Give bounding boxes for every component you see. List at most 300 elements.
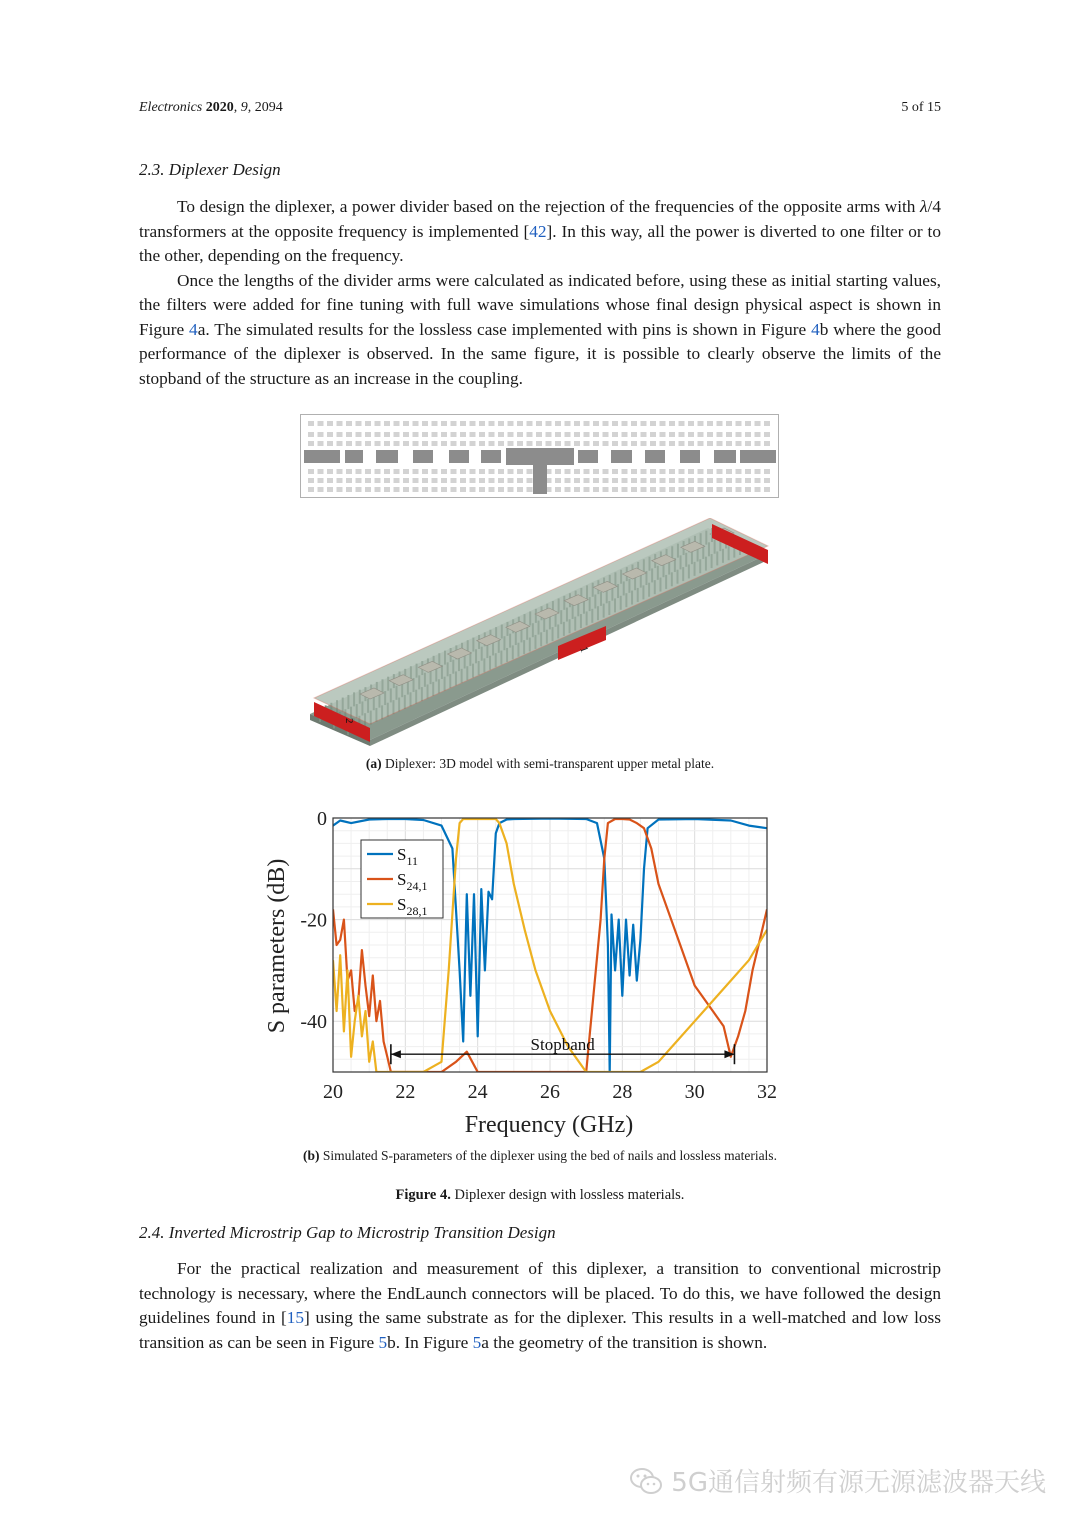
p3-text-4: a the geometry of the transition is shown. — [481, 1332, 768, 1352]
pin-dot — [745, 432, 751, 437]
section-title-2-4: 2.4. Inverted Microstrip Gap to Microstrip Transition Design — [139, 1223, 556, 1242]
stopband-arrowhead-left — [391, 1050, 401, 1058]
pin-dot — [365, 432, 371, 437]
pin-dot — [451, 441, 457, 446]
pin-dot — [346, 421, 352, 426]
pin-dot — [755, 441, 761, 446]
pin-dot — [479, 469, 485, 474]
pin-dot — [365, 487, 371, 492]
pin-dot — [394, 441, 400, 446]
pin-dot — [679, 432, 685, 437]
pin-dot — [470, 421, 476, 426]
pin-dot — [612, 469, 618, 474]
pin-dot — [660, 441, 666, 446]
pin-dot — [660, 487, 666, 492]
pin-dot — [593, 432, 599, 437]
subcaption-a-text: Diplexer: 3D model with semi-transparent upper metal plate. — [381, 756, 715, 771]
pin-dot — [641, 478, 647, 483]
pin-dot — [451, 421, 457, 426]
pin-dot — [555, 469, 561, 474]
pin-dot — [679, 469, 685, 474]
pin-dot — [650, 478, 656, 483]
pin-dot — [365, 441, 371, 446]
pin-dot — [631, 487, 637, 492]
pin-dot — [432, 478, 438, 483]
figure-link[interactable]: 4 — [811, 319, 820, 339]
pin-dot — [432, 469, 438, 474]
pin-dot — [669, 441, 675, 446]
pin-dot — [441, 469, 447, 474]
pin-dot — [755, 478, 761, 483]
pin-dot — [460, 441, 466, 446]
pin-dot — [574, 469, 580, 474]
pin-dot — [736, 469, 742, 474]
pin-dot — [631, 421, 637, 426]
pin-dot — [622, 478, 628, 483]
subcaption-a — [0, 756, 1080, 772]
pin-dot — [508, 487, 514, 492]
pin-dot — [584, 478, 590, 483]
pin-dot — [698, 432, 704, 437]
pin-dot — [631, 441, 637, 446]
pin-dot — [669, 421, 675, 426]
pin-dot — [726, 487, 732, 492]
pin-dot — [736, 432, 742, 437]
x-tick-label: 30 — [684, 1081, 705, 1103]
figure-4-caption — [0, 1187, 1080, 1204]
pin-dot — [698, 478, 704, 483]
subcaption-b-label: (b) — [303, 1148, 320, 1163]
pin-dot — [717, 469, 723, 474]
pin-dot — [479, 487, 485, 492]
pin-dot — [337, 441, 343, 446]
pin-dot — [546, 432, 552, 437]
pin-dot — [403, 432, 409, 437]
pin-dot — [707, 432, 713, 437]
journal-volume: 9 — [240, 100, 248, 115]
article-number: 2094 — [254, 100, 283, 115]
pin-dot — [679, 441, 685, 446]
pin-dot — [451, 487, 457, 492]
pin-dot — [546, 441, 552, 446]
pin-dot — [641, 421, 647, 426]
pin-dot — [422, 432, 428, 437]
section-title-2-3: 2.3. Diplexer Design — [139, 160, 281, 179]
x-tick-label: 32 — [757, 1081, 777, 1103]
pin-dot — [413, 421, 419, 426]
pin-dot — [489, 441, 495, 446]
pin-dot — [375, 421, 381, 426]
pin-dot — [308, 487, 314, 492]
pin-dot — [631, 469, 637, 474]
pin-dot — [441, 478, 447, 483]
pin-dot — [584, 432, 590, 437]
pin-dot — [603, 478, 609, 483]
pin-dot — [318, 478, 324, 483]
pin-dot — [498, 421, 504, 426]
pin-dot — [384, 469, 390, 474]
pin-dot — [726, 478, 732, 483]
pin-dot — [432, 421, 438, 426]
pin-dot — [669, 469, 675, 474]
pin-dot — [470, 478, 476, 483]
pin-dot — [669, 478, 675, 483]
journal-year: 2020 — [205, 100, 234, 115]
pin-dot — [337, 432, 343, 437]
pin-dot — [527, 421, 533, 426]
pin-dot — [726, 432, 732, 437]
pin-dot — [707, 487, 713, 492]
p1-text-3: ]. In this way, all the power is diverted to one filter or to the other, depending on the frequency. — [139, 221, 942, 265]
pin-dot — [622, 432, 628, 437]
pin-dot — [346, 487, 352, 492]
pin-dot — [650, 432, 656, 437]
x-tick-label: 26 — [540, 1081, 560, 1103]
pin-dot — [565, 469, 571, 474]
pin-dot — [698, 441, 704, 446]
subcaption-b — [0, 1148, 1080, 1164]
figure-link[interactable]: 5 — [472, 1332, 482, 1352]
pin-dot — [698, 421, 704, 426]
pin-dot — [736, 487, 742, 492]
pin-dot — [707, 421, 713, 426]
pin-dot — [603, 469, 609, 474]
pin-dot — [745, 487, 751, 492]
p3-text-2: ] using the same substrate as for the diplexer. This results in a well-matched and low loss transition as can be seen in Figure — [139, 1308, 941, 1352]
pin-dot — [669, 432, 675, 437]
pin-dot — [565, 487, 571, 492]
pin-dot — [517, 441, 523, 446]
pin-dot — [508, 478, 514, 483]
pin-dot — [318, 432, 324, 437]
pin-dot — [479, 432, 485, 437]
pin-dot — [612, 441, 618, 446]
pin-dot — [346, 432, 352, 437]
pin-dot — [755, 487, 761, 492]
diplexer-3d-model — [300, 518, 780, 748]
pin-dot — [479, 421, 485, 426]
pin-dot — [517, 432, 523, 437]
pin-dot — [375, 432, 381, 437]
pin-dot — [327, 432, 333, 437]
pin-dot — [650, 441, 656, 446]
pin-dot — [413, 441, 419, 446]
pin-dot — [764, 421, 770, 426]
pin-dot — [403, 478, 409, 483]
pin-dot — [365, 478, 371, 483]
pin-dot — [650, 487, 656, 492]
pin-dot — [679, 421, 685, 426]
pin-dot — [327, 421, 333, 426]
pin-dot — [622, 487, 628, 492]
pin-dot — [584, 441, 590, 446]
pin-dot — [432, 487, 438, 492]
pin-dot — [688, 469, 694, 474]
pin-dot — [574, 478, 580, 483]
pin-dot — [574, 432, 580, 437]
pin-dot — [432, 432, 438, 437]
p2-text-2: a. The simulated results for the lossless case implemented with pins is shown in Figure — [197, 319, 812, 339]
pin-dot — [745, 441, 751, 446]
pin-dot — [612, 432, 618, 437]
watermark-text: 5G通信射频有源无源滤波器天线 — [671, 1468, 1046, 1498]
figure-4-caption-text: Diplexer design with lossless materials. — [450, 1187, 685, 1203]
pin-dot — [603, 441, 609, 446]
pin-dot — [517, 421, 523, 426]
pin-dot — [337, 478, 343, 483]
pin-dot — [736, 441, 742, 446]
pin-dot — [764, 441, 770, 446]
p2-text-1: Once the lengths of the divider arms were calculated as indicated before, using these as initial starting values, the filters were added for fine tuning with full wave simulations whose final design physical aspect is shown in Figure — [139, 270, 941, 339]
pin-dot — [688, 421, 694, 426]
pin-dot — [394, 421, 400, 426]
pin-dot — [356, 432, 362, 437]
pin-dot — [555, 478, 561, 483]
pin-dot — [555, 432, 561, 437]
pin-dot — [327, 441, 333, 446]
pin-dot — [337, 469, 343, 474]
pin-dot — [527, 432, 533, 437]
pin-dot — [593, 441, 599, 446]
pin-dot — [698, 469, 704, 474]
pin-dot — [346, 441, 352, 446]
pin-dot — [356, 478, 362, 483]
pin-dot — [508, 469, 514, 474]
pin-dot — [612, 421, 618, 426]
pin-dot — [660, 469, 666, 474]
pin-dot — [365, 421, 371, 426]
pin-dot — [451, 469, 457, 474]
pin-dot — [717, 421, 723, 426]
x-tick-label: 22 — [395, 1081, 416, 1103]
pin-dot — [489, 421, 495, 426]
pin-dot — [726, 469, 732, 474]
pin-dot — [441, 487, 447, 492]
pin-dot — [460, 478, 466, 483]
pin-dot — [413, 478, 419, 483]
pin-dot — [593, 421, 599, 426]
pin-dot — [517, 478, 523, 483]
pin-dot — [356, 469, 362, 474]
pin-dot — [327, 487, 333, 492]
pin-dot — [508, 432, 514, 437]
pin-dot — [584, 421, 590, 426]
pin-dot — [555, 487, 561, 492]
p1-text-1: To design the diplexer, a power divider based on the rejection of the frequencies of the opposite arms with — [177, 197, 921, 216]
pin-dot — [441, 441, 447, 446]
pin-dot — [527, 469, 533, 474]
pin-dot — [565, 432, 571, 437]
pin-dot — [517, 487, 523, 492]
pin-dot — [327, 469, 333, 474]
figure-link[interactable]: 4 — [189, 319, 198, 339]
pin-dot — [318, 487, 324, 492]
pin-dot — [489, 432, 495, 437]
pin-dot — [460, 432, 466, 437]
port-label-1: 1 — [577, 644, 591, 655]
paragraph-1 — [139, 195, 941, 269]
figure-4-label: Figure 4. — [395, 1187, 451, 1203]
p3-text-3: b. In Figure — [387, 1332, 473, 1352]
pin-dot — [764, 469, 770, 474]
running-header: Electronics 2020, 9, 2094 — [139, 100, 283, 115]
pin-dot — [650, 421, 656, 426]
pin-dot — [375, 487, 381, 492]
pin-dot — [574, 487, 580, 492]
legend-entry: $S_{11}$ — [397, 845, 419, 868]
pin-dot — [470, 432, 476, 437]
pin-dot — [394, 478, 400, 483]
pin-dot — [717, 487, 723, 492]
pin-dot — [422, 487, 428, 492]
pin-dot — [308, 432, 314, 437]
pin-dot — [394, 487, 400, 492]
pin-dot — [622, 421, 628, 426]
pin-dot — [384, 432, 390, 437]
pin-dot — [384, 421, 390, 426]
pin-dot — [413, 432, 419, 437]
p2-text-3: b where the good performance of the diplexer is observed. In the same figure, it is possible to clearly observe the limits of the stopband of the structure as an increase in the coupling. — [139, 319, 941, 388]
pin-dot — [631, 432, 637, 437]
legend-entry: $S_{28,1}$ — [397, 895, 428, 918]
pin-dot — [470, 487, 476, 492]
pin-dot — [308, 421, 314, 426]
pin-dot — [337, 421, 343, 426]
pin-dot — [603, 421, 609, 426]
pin-dot — [479, 478, 485, 483]
pin-dot — [356, 421, 362, 426]
pin-dot — [327, 478, 333, 483]
pin-dot — [375, 469, 381, 474]
pin-dot — [356, 487, 362, 492]
pin-dot — [745, 469, 751, 474]
pin-dot — [688, 487, 694, 492]
pin-dot — [403, 441, 409, 446]
pin-dot — [726, 441, 732, 446]
pin-dot — [565, 478, 571, 483]
pin-dot — [384, 487, 390, 492]
pin-dot — [308, 441, 314, 446]
pin-dot — [451, 432, 457, 437]
pin-dot — [660, 478, 666, 483]
pin-dot — [764, 478, 770, 483]
p3-text-1: For the practical realization and measurement of this diplexer, a transition to conventional microstrip technology is necessary, where the EndLaunch connectors will be placed. To do this, we have followed the design guidelines found in [ — [139, 1259, 941, 1327]
paragraph-3 — [139, 1257, 941, 1355]
pin-dot — [441, 421, 447, 426]
pin-dot — [498, 432, 504, 437]
pin-dot — [688, 478, 694, 483]
pin-dot — [641, 441, 647, 446]
pin-dot — [498, 469, 504, 474]
pin-dot — [736, 478, 742, 483]
pin-dot — [422, 421, 428, 426]
pin-dot — [403, 487, 409, 492]
wechat-icon — [629, 1466, 663, 1496]
pin-dot — [641, 469, 647, 474]
pin-dot — [555, 421, 561, 426]
pin-dot — [346, 469, 352, 474]
pin-dot — [764, 432, 770, 437]
pin-dot — [622, 469, 628, 474]
pin-dot — [574, 421, 580, 426]
subcaption-b-text: Simulated S-parameters of the diplexer using the bed of nails and lossless materials. — [319, 1148, 777, 1163]
pin-dot — [413, 487, 419, 492]
pin-dot — [755, 421, 761, 426]
pin-dot — [489, 487, 495, 492]
pin-dot — [688, 432, 694, 437]
pin-dot — [527, 478, 533, 483]
pin-dot — [308, 469, 314, 474]
section-2-4-body — [139, 1257, 941, 1355]
citation-link[interactable]: 42 — [529, 221, 547, 241]
pin-dot — [365, 469, 371, 474]
lambda-symbol: λ — [920, 197, 928, 216]
y-tick-label: 0 — [317, 808, 327, 830]
pin-dot — [318, 469, 324, 474]
pin-dot — [403, 469, 409, 474]
pin-dot — [536, 421, 542, 426]
pin-dot — [422, 441, 428, 446]
pin-dot — [565, 421, 571, 426]
pin-dot — [451, 478, 457, 483]
pin-dot — [593, 469, 599, 474]
pin-dot — [603, 432, 609, 437]
pin-dot — [479, 441, 485, 446]
pin-dot — [432, 441, 438, 446]
pin-dot — [375, 478, 381, 483]
citation-link[interactable]: 15 — [286, 1308, 305, 1327]
pin-dot — [745, 421, 751, 426]
pin-dot — [356, 441, 362, 446]
pin-dot — [470, 441, 476, 446]
pin-dot — [631, 478, 637, 483]
pin-dot — [508, 421, 514, 426]
figure-link[interactable]: 5 — [378, 1332, 388, 1352]
pin-dot — [555, 441, 561, 446]
pin-dot — [565, 441, 571, 446]
pin-dot — [612, 478, 618, 483]
pin-dot — [517, 469, 523, 474]
pin-dot — [698, 487, 704, 492]
pin-dot — [375, 441, 381, 446]
pin-dot — [641, 432, 647, 437]
pin-dot — [717, 441, 723, 446]
watermark — [629, 1462, 1046, 1499]
pin-dot — [337, 487, 343, 492]
pin-dot — [460, 487, 466, 492]
pin-dot — [707, 441, 713, 446]
y-axis-label: S parameters (dB) — [264, 858, 290, 1034]
p1-text-2: /4 transformers at the opposite frequency is implemented [ — [139, 197, 941, 241]
page-number: 5 of 15 — [901, 100, 941, 115]
pin-dot — [422, 478, 428, 483]
pin-dot — [603, 487, 609, 492]
pin-dot — [527, 441, 533, 446]
pin-dot — [422, 469, 428, 474]
pin-dot — [489, 469, 495, 474]
section-2-3-body — [139, 195, 941, 391]
pin-dot — [764, 487, 770, 492]
s-parameters-chart — [250, 800, 810, 1145]
journal-name: Electronics — [139, 100, 203, 115]
pin-dot — [584, 487, 590, 492]
pin-dot — [707, 469, 713, 474]
y-tick-label: -20 — [300, 909, 327, 932]
pin-dot — [650, 469, 656, 474]
pin-dot — [679, 487, 685, 492]
pin-dot — [536, 432, 542, 437]
pin-dot — [308, 478, 314, 483]
